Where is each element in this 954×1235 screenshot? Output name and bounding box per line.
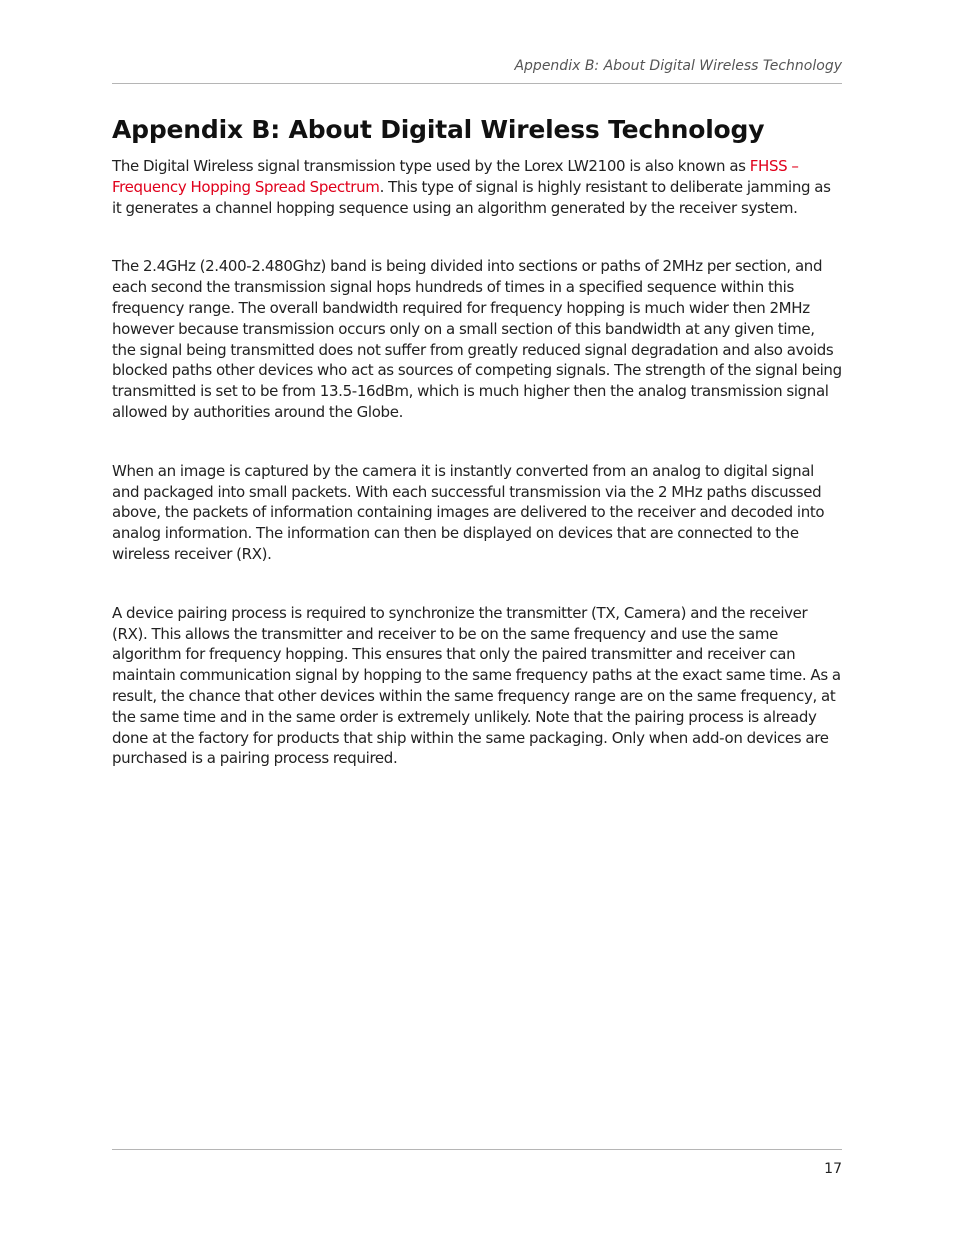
header-divider: [112, 83, 842, 84]
paragraph-image-capture: When an image is captured by the camera it is instantly converted from an analog to digital signal and packaged into small packets. With each successful transmission via the 2 MHz paths discussed above, the packets of information containing images are delivered to the receiver and decoded into analog information. The information can then be displayed on devices that are connected to the wireless receiver (RX).: [112, 461, 825, 563]
paragraph-text: . This type of signal is highly resistant to deliberate jamming as it generates a channel hopping sequence using an algorithm generated by the receiver system.: [112, 177, 831, 217]
paragraph-text: The Digital Wireless signal transmission type used by the Lorex LW2100 is also known as: [112, 157, 750, 175]
running-header: Appendix B: About Digital Wireless Technology: [514, 58, 842, 74]
footer-divider: [112, 1149, 842, 1150]
paragraph-fhss-intro: [112, 156, 842, 218]
paragraph-frequency-band: The 2.4GHz (2.400-2.480Ghz) band is being divided into sections or paths of 2MHz per section, and each second the transmission signal hops hundreds of times in a specified sequence within this frequency range. The overall bandwidth required for frequency hopping is much wider then 2MHz however because transmission occurs only on a small section of this bandwidth at any given time, the signal being transmitted does not suffer from greatly reduced signal degradation and also avoids blocked paths other devices who act as sources of competing signals. The strength of the signal being transmitted is set to be from 13.5-16dBm, which is much higher then the analog transmission signal allowed by authorities around the Globe.: [112, 257, 842, 421]
page-number: 17: [824, 1161, 842, 1177]
paragraph-device-pairing: A device pairing process is required to synchronize the transmitter (TX, Camera) and the receiver (RX). This allows the transmitter and receiver to be on the same frequency and use the same algorithm for frequency hopping. This ensures that only the paired transmitter and receiver can maintain communication signal by hopping to the same frequency paths at the exact same time. As a result, the chance that other devices within the same frequency range are on the same frequency, at the same time and in the same order is extremely unlikely. Note that the pairing process is already done at the factory for products that ship within the same packaging. Only when add-on devices are purchased is a pairing process required.: [112, 603, 841, 768]
fhss-highlight: FHSS –Frequency Hopping Spread Spectrum: [112, 157, 799, 196]
body-content: [112, 156, 842, 769]
page-title: Appendix B: About Digital Wireless Technology: [112, 115, 765, 144]
